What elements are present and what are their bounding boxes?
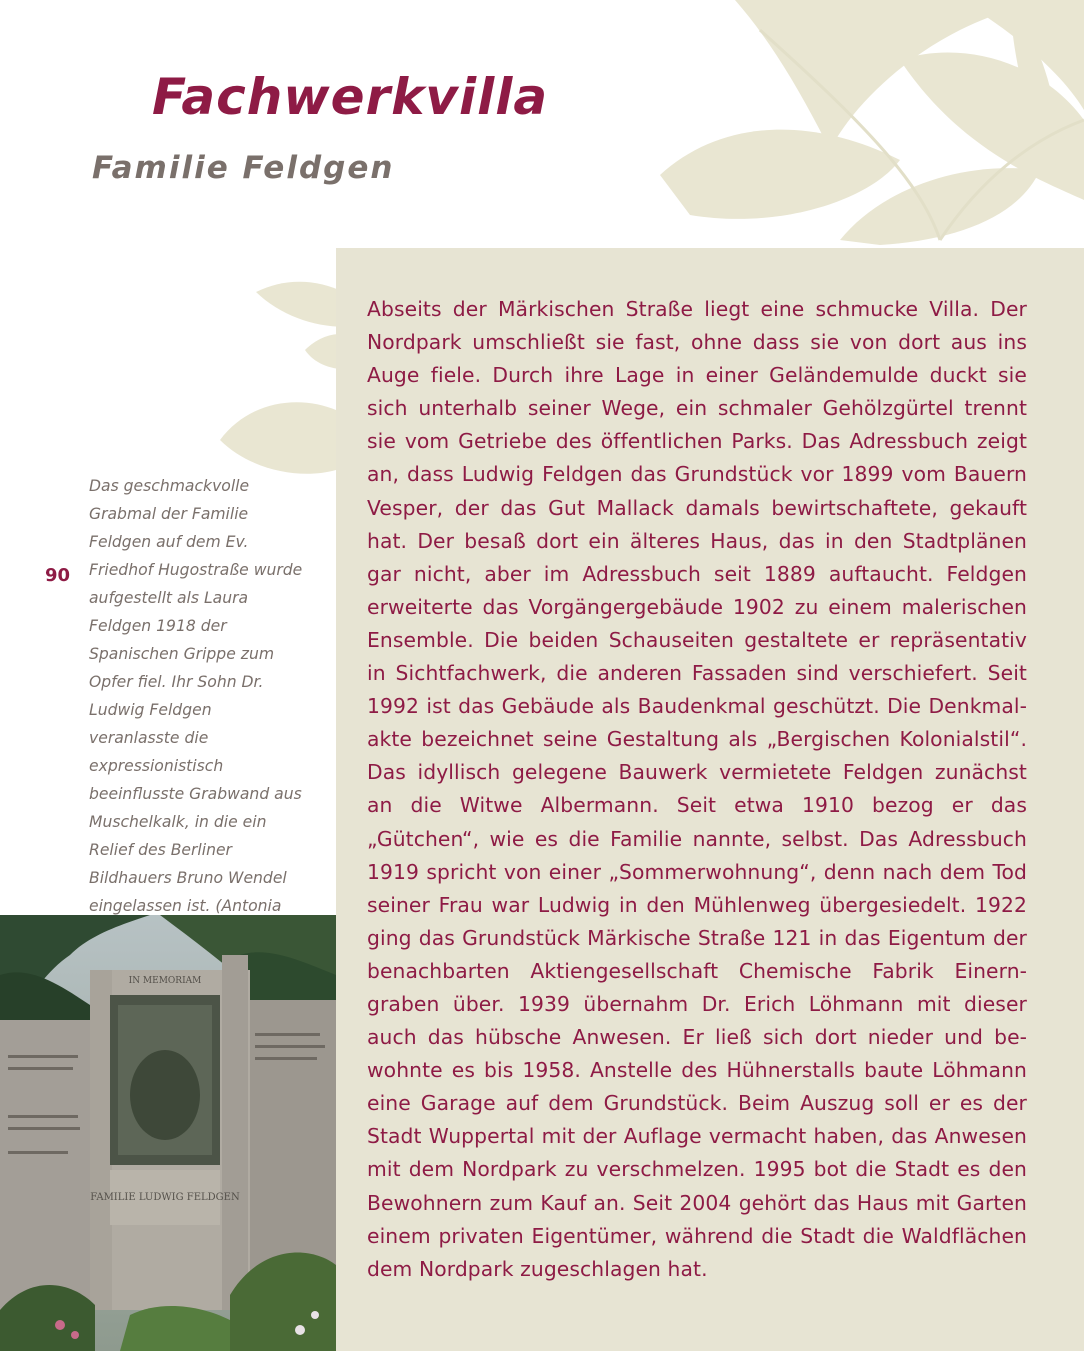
page-subtitle: Familie Feldgen <box>92 150 395 186</box>
inscription-main: FAMILIE LUDWIG FELDGEN <box>90 1192 240 1203</box>
photo-caption: Das geschmackvolle Grabmal der Familie Feldgen auf dem Ev. Friedhof Hugostraße wurde aufgestellt als Laura Feldgen 1918 der Spanischen Grippe zum Opfer fiel. Ihr Sohn Dr. Ludwig Feldgen veranlasste die expressionistisch beeinflusste Grabwand aus Muschelkalk, in die ein Relief des Berliner Bildhauers Bruno Wendel eingelassen ist. (Antonia <box>89 477 303 915</box>
body-text: Abseits der Märkischen Straße liegt eine schmucke Villa. Der Nordpark umschließt sie fast, ohne dass sie von dort aus ins Auge fiele. Durch ihre Lage in einer Geländemulde duckt sie sich unterhalb seiner Wege, ein schmaler Gehölzgürtel trennt sie vom Getriebe des öffentlichen Parks. Das Adressbuch zeigt an, dass Ludwig Feldgen das Grundstück vor 1899 vom Bauern Vesper, der das Gut Mallack damals bewirtschaftete, gekauft hat. Der besaß dort ein älteres Haus, das in den Stadtplänen gar nicht, aber im Adressbuch seit 1889 auftaucht. Feldgen erweiterte das Vorgängergebäude 1902 zu einem malerischen Ensemble. Die beiden Schauseiten gestaltete er repräsentativ in Sichtfachwerk, die anderen Fassaden sind verschiefert. Seit 1992 ist das Gebäude als Baudenkmal geschützt. Die Denkmalakte bezeichnet seine Gestaltung als „Bergischen Kolonialstil“. Das idyllisch gelegene Bauwerk vermietete Feldgen zunächst an die Witwe Albermann. Seit etwa 1910 bezog er das „Gütchen“, wie es die Familie nannte, selbst. Das Adressbuch 1919 spricht von einer „Sommerwohnung“, denn nach dem Tod seiner Frau war Ludwig in den Mühlenweg übergesiedelt. 1922 ging das Grundstück Märkische Straße 121 in das Eigentum der benachbarten Aktiengesellschaft Chemische Fabrik Einerngraben über. 1939 übernahm Dr. Erich Löhmann mit dieser auch das hübsche Anwesen. Er ließ sich dort nieder und bewohnte es bis 1958. Anstelle des Hühnerstalls baute Löhmann eine Garage auf dem Grundstück. Beim Auszug soll er es der Stadt Wuppertal mit der Auflage vermacht haben, das Anwesen mit dem Nordpark zu verschmelzen. 1995 bot die Stadt es den Bewohnern zum Kauf an. Seit 2004 gehört das Haus mit Garten einem privaten Eigentümer, während die Stadt die Waldflächen dem Nordpark zugeschlagen hat. <box>367 297 1027 1281</box>
page-number: 90 <box>45 565 71 586</box>
page-title: Fachwerkvilla <box>152 68 549 126</box>
inscription-top: IN MEMORIAM <box>128 976 202 986</box>
gravestone-photo <box>0 915 336 1351</box>
